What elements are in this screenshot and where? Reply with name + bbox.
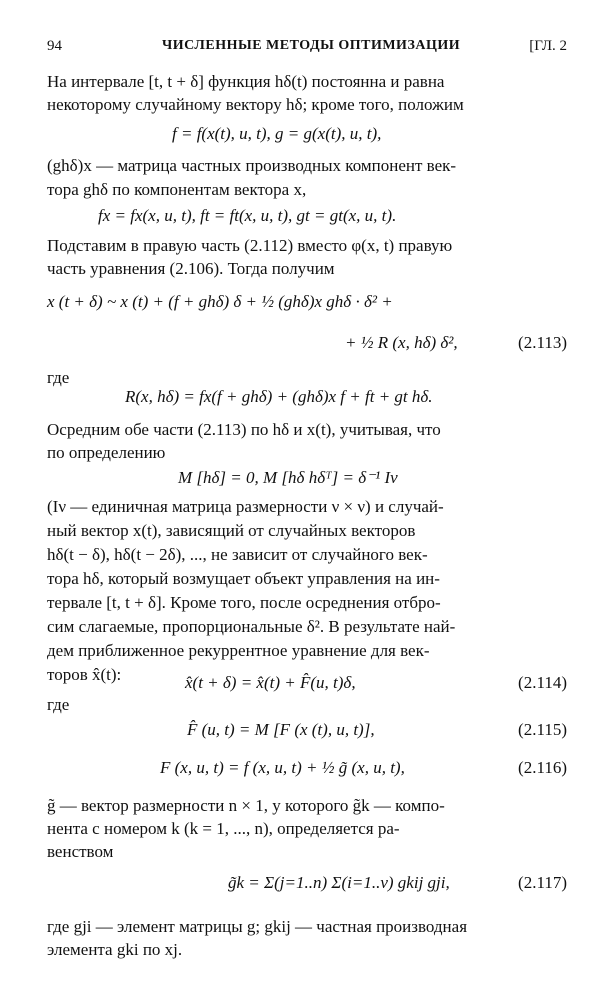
equation: + ½ R (x, hδ) δ², <box>345 333 458 352</box>
paragraph-line: hδ(t − δ), hδ(t − 2δ), ..., не зависит от случайного век- <box>47 545 428 564</box>
equation-number: (2.116) <box>518 758 567 777</box>
paragraph-line: торов x̂(t): <box>47 665 122 684</box>
paragraph-line: ный вектор x(t), зависящий от случайных векторов <box>47 521 416 540</box>
equation: F̂ (u, t) = M [F (x (t), u, t)], <box>187 720 375 739</box>
chapter-marker: [ГЛ. 2 <box>529 38 567 54</box>
equation: g̃k = Σ(j=1..n) Σ(i=1..ν) gkij gji, <box>228 873 450 892</box>
equation-number: (2.114) <box>518 673 567 692</box>
equation-number: (2.113) <box>518 333 567 352</box>
paragraph-line: тора hδ, который возмущает объект управления на ин- <box>47 569 440 588</box>
paragraph-line: некоторому случайному вектору hδ; кроме того, положим <box>47 95 464 114</box>
equation: F (x, u, t) = f (x, u, t) + ½ g̃ (x, u, t), <box>160 758 405 777</box>
paragraph-line: где gji — элемент матрицы g; gkij — частная производная <box>47 917 468 936</box>
paragraph-line: дем приближенное рекуррентное уравнение для век- <box>47 641 430 660</box>
equation: R(x, hδ) = fx(f + ghδ) + (ghδ)x f + ft + gt hδ. <box>125 387 433 406</box>
running-header <box>47 38 567 62</box>
paragraph-line: сим слагаемые, пропорциональные δ². В результате най- <box>47 617 456 636</box>
paragraph-line: венством <box>47 842 114 861</box>
paragraph-line: нента с номером k (k = 1, ..., n), определяется ра- <box>47 819 400 838</box>
paragraph-line: тервале [t, t + δ]. Кроме того, после осреднения отбро- <box>47 593 441 612</box>
equation-number: (2.115) <box>518 720 567 739</box>
page-number: 94 <box>47 38 62 54</box>
equation: x (t + δ) ~ x (t) + (f + ghδ) δ + ½ (ghδ)x ghδ · δ² + <box>47 292 393 311</box>
paragraph-line: элемента gki по xj. <box>47 940 183 959</box>
equation: x̂(t + δ) = x̂(t) + F̂(u, t)δ, <box>185 673 356 692</box>
chapter-title: ЧИСЛЕННЫЕ МЕТОДЫ ОПТИМИЗАЦИИ <box>162 38 461 53</box>
paragraph-line: часть уравнения (2.106). Тогда получим <box>47 259 335 278</box>
equation-number: (2.117) <box>518 873 567 892</box>
paragraph-line: g̃ — вектор размерности n × 1, у которого g̃k — компо- <box>47 796 445 815</box>
paragraph-line: (Iν — единичная матрица размерности ν × ν) и случай- <box>47 497 444 516</box>
paragraph-line: Подставим в правую часть (2.112) вместо φ(x, t) правую <box>47 236 453 255</box>
paragraph-line: где <box>47 695 70 714</box>
paragraph-line: На интервале [t, t + δ] функция hδ(t) постоянна и равна <box>47 72 445 91</box>
equation: fx = fx(x, u, t), ft = ft(x, u, t), gt = gt(x, u, t). <box>98 206 397 225</box>
paragraph-line: (ghδ)x — матрица частных производных компонент век- <box>47 156 457 175</box>
paragraph-line: где <box>47 368 70 387</box>
equation: f = f(x(t), u, t), g = g(x(t), u, t), <box>172 124 382 143</box>
paragraph-line: тора ghδ по компонентам вектора x, <box>47 180 307 199</box>
paragraph-line: Осредним обе части (2.113) по hδ и x(t), учитывая, что <box>47 420 441 439</box>
equation: M [hδ] = 0, M [hδ hδᵀ] = δ⁻¹ Iν <box>178 468 398 487</box>
paragraph-line: по определению <box>47 443 166 462</box>
